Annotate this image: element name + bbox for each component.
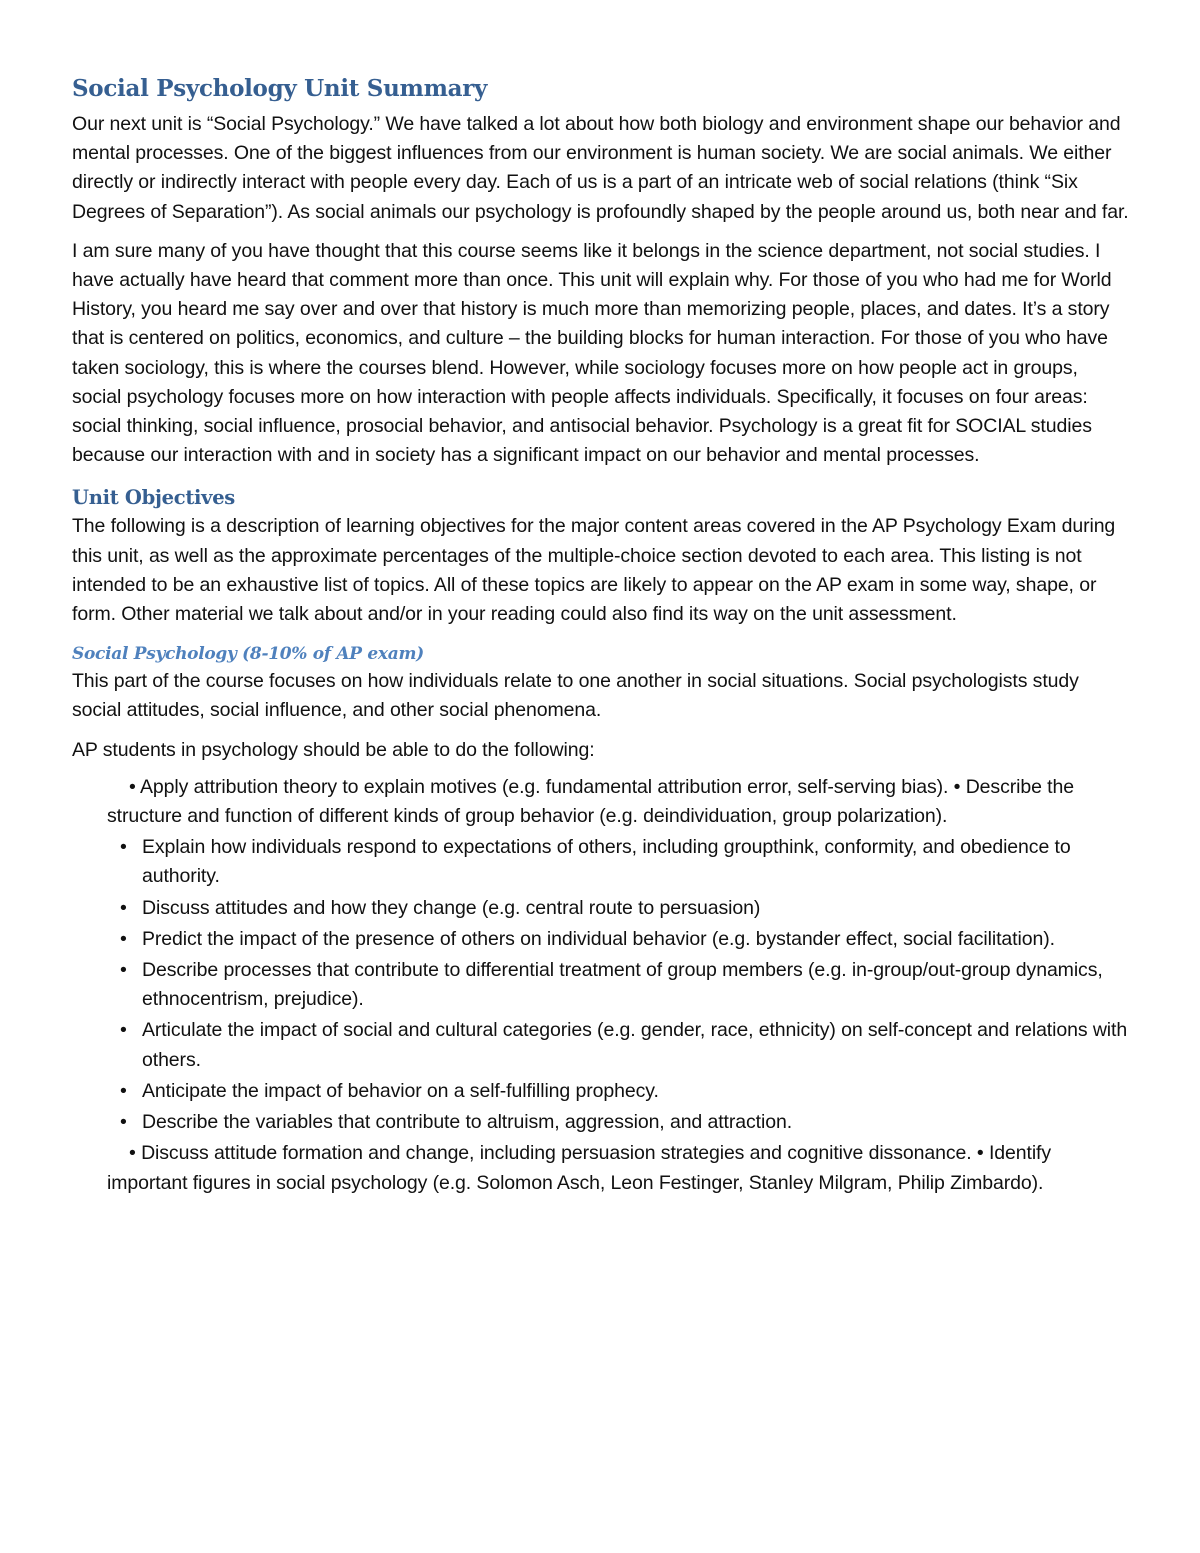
objectives-heading: Unit Objectives	[72, 486, 235, 510]
bullet-icon: •	[976, 1142, 984, 1165]
list-item: Discuss attitude formation and change, including persuasion strategies and cognitive dissonance.	[141, 1142, 972, 1165]
intro-paragraph-2: I am sure many of you have thought that this course seems like it belongs in the science department, not social studies. I have actually have heard that comment more than once. This unit will explain why. For those of you who had me for World History, you heard me say over and over that history is much more than memorizing people, places, and dates. It’s a story that is centered on politics, economics, and culture – the building blocks for human interaction. For those of you who have taken sociology, this is where the courses blend. However, while sociology focuses more on how people act in groups, social psychology focuses more on how interaction with people affects individuals. Specifically, it focuses on four areas: social thinking, social influence, prosocial behavior, and antisocial behavior. Psychology is a great fit for SOCIAL studies because our interaction with and in society has a significant impact on our behavior and mental processes.	[72, 239, 1112, 467]
bullet-icon: •	[129, 775, 136, 798]
bullet-icon: •	[120, 836, 127, 859]
list-item-row	[72, 956, 1132, 1014]
section-description: This part of the course focuses on how individuals relate to one another in social situations. Social psychologists study social attitudes, social influence, and other social phenomena.	[72, 670, 1079, 722]
list-item: Describe processes that contribute to differential treatment of group members (e.g. in-group/out-group dynamics, ethnocentrism, prejudice).	[142, 959, 1103, 1011]
bullet-icon: •	[120, 1111, 127, 1134]
section-lead: AP students in psychology should be able to do the following:	[72, 738, 595, 761]
list-item-row	[72, 894, 1132, 923]
objectives-list	[72, 773, 1132, 1198]
bullet-icon: •	[129, 1142, 136, 1165]
list-item: Articulate the impact of social and cultural categories (e.g. gender, race, ethnicity) on self-concept and relations with others.	[142, 1019, 1128, 1071]
list-item: Describe the variables that contribute to altruism, aggression, and attraction.	[142, 1111, 793, 1134]
bullet-icon: •	[120, 896, 127, 919]
section-heading: Social Psychology (8-10% of AP exam)	[72, 644, 424, 665]
list-item-row	[72, 925, 1132, 954]
list-item: Apply attribution theory to explain motives (e.g. fundamental attribution error, self-serving bias).	[139, 775, 949, 798]
list-item: Identify important figures in social psychology (e.g. Solomon Asch, Leon Festinger, Stanley Milgram, Philip Zimbardo).	[107, 1142, 1052, 1194]
list-item-row	[72, 833, 1132, 891]
intro-paragraph-1: Our next unit is “Social Psychology.” We have talked a lot about how both biology and environment shape our behavior and mental processes. One of the biggest influences from our environment is human society. We are social animals. We either directly or indirectly interact with people every day. Each of us is a part of an intricate web of social relations (think “Six Degrees of Separation”). As social animals our psychology is profoundly shaped by the people around us, both near and far.	[72, 113, 1129, 223]
bullet-icon: •	[120, 1019, 127, 1042]
objectives-paragraph: The following is a description of learning objectives for the major content areas covered in the AP Psychology Exam during this unit, as well as the approximate percentages of the multiple-choice section devoted to each area. This listing is not intended to be an exhaustive list of topics. All of these topics are likely to appear on the AP exam in some way, shape, or form. Other material we talk about and/or in your reading could also find its way on the unit assessment.	[72, 515, 1116, 626]
list-item-group	[72, 773, 1132, 831]
list-item: Discuss attitudes and how they change (e.g. central route to persuasion)	[142, 896, 761, 919]
bullet-icon: •	[120, 1079, 127, 1102]
list-item: Predict the impact of the presence of others on individual behavior (e.g. bystander effect, social facilitation).	[142, 927, 1055, 950]
document-page	[72, 66, 1132, 1198]
list-item-group	[72, 1139, 1132, 1197]
list-item: Anticipate the impact of behavior on a self-fulfilling prophecy.	[142, 1079, 659, 1102]
list-item-row	[72, 1077, 1132, 1106]
list-item-row	[72, 1108, 1132, 1137]
page-title: Social Psychology Unit Summary	[72, 75, 488, 102]
list-item-row	[72, 1016, 1132, 1074]
list-item: Explain how individuals respond to expectations of others, including groupthink, conformity, and obedience to authority.	[142, 836, 1071, 888]
bullet-icon: •	[953, 775, 961, 798]
list-item: Describe the structure and function of different kinds of group behavior (e.g. deindividuation, group polarization).	[107, 775, 1074, 828]
bullet-icon: •	[120, 927, 127, 950]
bullet-icon: •	[120, 959, 127, 982]
